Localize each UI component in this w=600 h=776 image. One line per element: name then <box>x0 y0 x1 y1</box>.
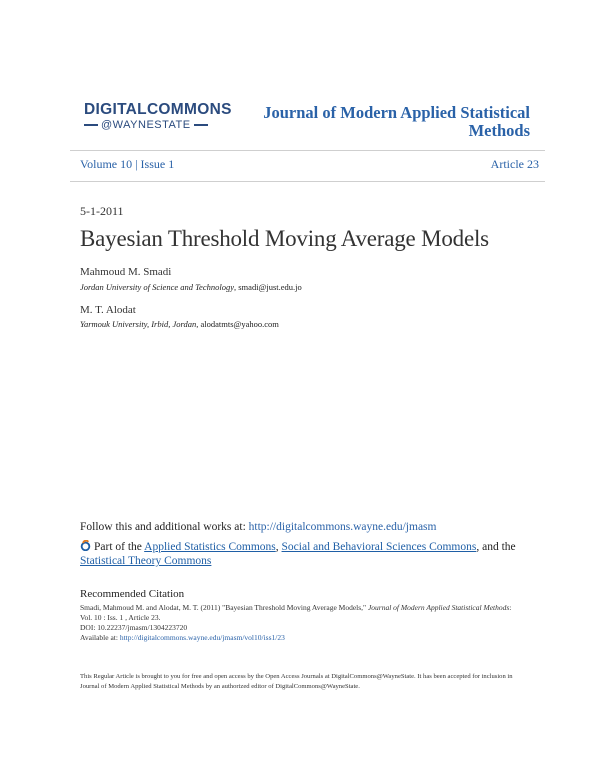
logo-line2 <box>84 118 224 132</box>
applied-statistics-commons-link[interactable]: Applied Statistics Commons <box>144 541 276 553</box>
open-access-icon <box>80 540 91 551</box>
affiliation-institution-2: Yarmouk University, Irbid, Jordan <box>80 319 197 329</box>
divider-bottom <box>70 181 545 182</box>
citation-available-url-link[interactable]: http://digitalcommons.wayne.edu/jmasm/vol10/iss1/23 <box>119 633 285 642</box>
citation-text: Smadi, Mahmoud M. and Alodat, M. T. (2011) "Bayesian Threshold Moving Average Models," <box>80 603 368 612</box>
statistical-theory-commons-link[interactable]: Statistical Theory Commons <box>80 555 212 567</box>
social-behavioral-sciences-commons-link[interactable]: Social and Behavioral Sciences Commons <box>281 541 477 553</box>
citation-volume: : Vol. 10 : Iss. 1 , Article 23. <box>80 603 512 622</box>
volume-issue <box>80 157 174 172</box>
part-of-prefix: Part of the <box>94 541 145 553</box>
follow-line <box>80 521 436 533</box>
publication-date: 5-1-2011 <box>80 204 124 218</box>
recommended-citation-heading: Recommended Citation <box>80 588 185 600</box>
divider-top <box>70 150 545 151</box>
follow-url-link[interactable]: http://digitalcommons.wayne.edu/jmasm <box>248 521 437 533</box>
digitalcommons-logo[interactable] <box>84 101 232 132</box>
part-of-sep2: , and the <box>476 541 516 553</box>
journal-title-link[interactable]: Journal of Modern Applied Statistical Methods <box>263 103 530 140</box>
citation-journal: Journal of Modern Applied Statistical Methods <box>367 603 510 612</box>
recommended-citation-body <box>80 603 525 643</box>
issue-bar <box>80 157 539 172</box>
footer-notice: This Regular Article is brought to you for free and open access by the Open Access Journals at DigitalCommons@WayneState. It has been accepted for inclusion in Journal of Modern Applied Statistical Methods by an authorized editor of DigitalCommons@WayneState. <box>80 673 513 690</box>
logo-dash-right <box>194 124 208 126</box>
logo-dash-left <box>84 124 98 126</box>
article-number-link[interactable]: Article 23 <box>490 157 539 171</box>
author-name-1: Mahmoud M. Smadi <box>80 266 172 278</box>
volume-link[interactable]: Volume 10 <box>80 157 133 171</box>
issue-separator: | <box>135 157 138 171</box>
author-email-2[interactable]: alodatmts@yahoo.com <box>200 319 279 329</box>
article-title: Bayesian Threshold Moving Average Models <box>80 226 489 251</box>
affiliation-institution-1: Jordan University of Science and Technology <box>80 282 234 292</box>
logo-line2-text: @WAYNESTATE <box>101 119 191 131</box>
part-of-commons <box>80 540 520 568</box>
author-affiliation-1: Jordan University of Science and Technology, smadi@just.edu.jo <box>80 282 302 292</box>
author-name-2: M. T. Alodat <box>80 304 136 316</box>
issue-link[interactable]: Issue 1 <box>140 157 175 171</box>
citation-doi: DOI: 10.22237/jmasm/1304223720 <box>80 623 188 632</box>
follow-text: Follow this and additional works at: <box>80 521 249 533</box>
author-email-1[interactable]: smadi@just.edu.jo <box>238 282 302 292</box>
logo-line1: DIGITALCOMMONS <box>84 101 232 118</box>
part-of-sep1: , <box>275 541 282 553</box>
author-affiliation-2: Yarmouk University, Irbid, Jordan, alodatmts@yahoo.com <box>80 319 279 329</box>
citation-available-prefix: Available at: <box>80 633 120 642</box>
